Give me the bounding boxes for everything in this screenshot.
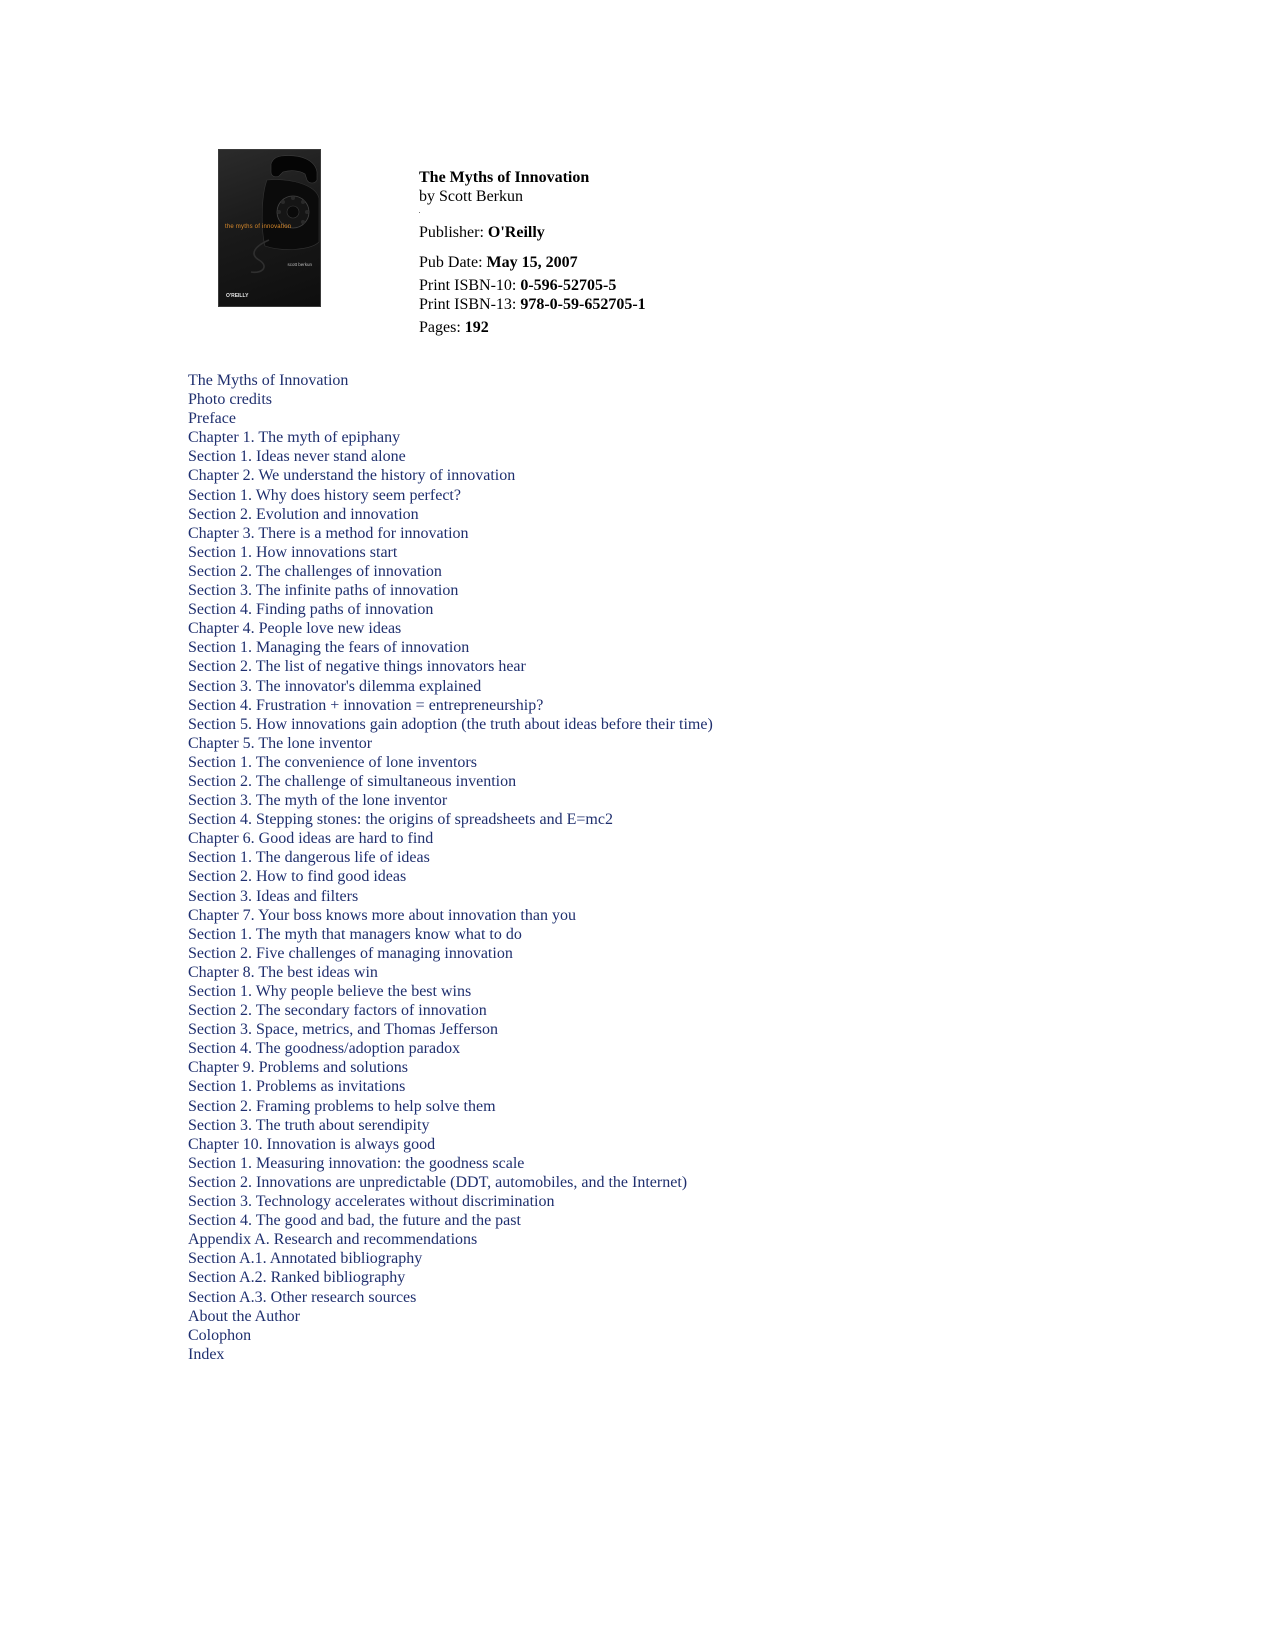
- toc-link[interactable]: Chapter 2. We understand the history of innovation: [188, 467, 516, 485]
- pub-date-value: May 15, 2007: [486, 254, 578, 271]
- toc-link[interactable]: Section 1. The dangerous life of ideas: [188, 849, 430, 867]
- isbn10-line: [419, 276, 646, 295]
- toc-link[interactable]: Chapter 5. The lone inventor: [188, 734, 373, 752]
- pub-date-label: Pub Date:: [419, 254, 483, 271]
- publisher-logo: O'REILLY: [226, 293, 249, 299]
- publisher-value: O'Reilly: [487, 224, 545, 241]
- toc-link[interactable]: Section 3. The truth about serendipity: [188, 1116, 430, 1134]
- pages-line: [419, 318, 646, 337]
- toc-entry: [188, 925, 713, 944]
- toc-link[interactable]: Section 1. Why people believe the best wins: [188, 983, 472, 1000]
- toc-link[interactable]: Section 1. Problems as invitations: [188, 1078, 406, 1096]
- separator-dot: [419, 206, 646, 218]
- toc-entry: [188, 543, 713, 562]
- toc-entry: [188, 715, 713, 734]
- toc-entry: [188, 1039, 713, 1058]
- toc-entry: [188, 657, 713, 676]
- toc-link[interactable]: Chapter 10. Innovation is always good: [188, 1135, 436, 1153]
- toc-link[interactable]: Colophon: [188, 1326, 252, 1344]
- toc-entry: [188, 600, 713, 619]
- toc-link[interactable]: Chapter 4. People love new ideas: [188, 620, 402, 638]
- toc-entry: [188, 428, 713, 447]
- toc-entry: [188, 581, 713, 600]
- table-of-contents: [188, 371, 713, 1364]
- toc-entry: [188, 466, 713, 485]
- toc-link[interactable]: Chapter 9. Problems and solutions: [188, 1059, 408, 1077]
- toc-entry: [188, 371, 713, 390]
- toc-entry: [188, 1345, 713, 1364]
- toc-link[interactable]: Chapter 7. Your boss knows more about innovation than you: [188, 906, 576, 924]
- book-cover-image: [218, 149, 321, 307]
- toc-entry: [188, 1020, 713, 1039]
- toc-entry: [188, 1154, 713, 1173]
- toc-link[interactable]: Section 1. Ideas never stand alone: [188, 448, 406, 466]
- toc-entry: [188, 1116, 713, 1135]
- toc-link[interactable]: Section A.1. Annotated bibliography: [188, 1250, 423, 1268]
- toc-entry: [188, 867, 713, 886]
- toc-entry: [188, 1192, 713, 1211]
- toc-link[interactable]: Section 2. The challenge of simultaneous invention: [188, 772, 517, 790]
- toc-link[interactable]: Chapter 3. There is a method for innovation: [188, 524, 469, 542]
- toc-link[interactable]: Section 3. Space, metrics, and Thomas Jefferson: [188, 1021, 498, 1039]
- isbn10-value: 0-596-52705-5: [520, 277, 617, 294]
- isbn13-value: 978-0-59-652705-1: [520, 296, 646, 313]
- isbn13-label: Print ISBN-13:: [419, 296, 517, 313]
- toc-link[interactable]: Section A.2. Ranked bibliography: [188, 1269, 406, 1287]
- book-title: The Myths of Innovation: [419, 169, 590, 186]
- toc-link[interactable]: Section 2. The secondary factors of innovation: [188, 1002, 487, 1020]
- toc-entry: [188, 1058, 713, 1077]
- toc-link[interactable]: Photo credits: [188, 391, 272, 409]
- cover-author-text: scott berkun: [287, 262, 312, 267]
- isbn13-line: [419, 295, 646, 314]
- isbn10-label: Print ISBN-10:: [419, 277, 517, 294]
- toc-entry: [188, 524, 713, 543]
- toc-link[interactable]: About the Author: [188, 1307, 300, 1325]
- toc-link[interactable]: Section 4. The goodness/adoption paradox: [188, 1040, 461, 1058]
- toc-entry: [188, 1001, 713, 1020]
- toc-link[interactable]: Preface: [188, 410, 236, 428]
- toc-link[interactable]: Chapter 8. The best ideas win: [188, 963, 378, 981]
- toc-link[interactable]: Appendix A. Research and recommendations: [188, 1231, 478, 1249]
- pub-date-line: [419, 253, 646, 272]
- toc-entry: [188, 810, 713, 829]
- toc-entry: [188, 1097, 713, 1116]
- toc-entry: [188, 619, 713, 638]
- toc-entry: [188, 848, 713, 867]
- toc-entry: [188, 753, 713, 772]
- toc-entry: [188, 447, 713, 466]
- toc-entry: [188, 1268, 713, 1287]
- toc-link[interactable]: Chapter 6. Good ideas are hard to find: [188, 830, 434, 848]
- toc-entry: [188, 734, 713, 753]
- toc-entry: [188, 829, 713, 848]
- toc-link[interactable]: Section A.3. Other research sources: [188, 1288, 417, 1306]
- toc-entry: [188, 1249, 713, 1268]
- toc-link[interactable]: Section 3. The innovator's dilemma explained: [188, 677, 482, 695]
- toc-link[interactable]: Section 1. Measuring innovation: the goodness scale: [188, 1154, 525, 1172]
- toc-link[interactable]: Section 2. Innovations are unpredictable (DDT, automobiles, and the Internet): [188, 1173, 688, 1191]
- toc-entry: [188, 505, 713, 524]
- toc-link[interactable]: Section 4. Frustration + innovation = entrepreneurship?: [188, 696, 544, 714]
- toc-entry: [188, 1077, 713, 1096]
- toc-link[interactable]: Chapter 1. The myth of epiphany: [188, 429, 401, 447]
- toc-entry: [188, 1211, 713, 1230]
- publisher-line: [419, 223, 646, 242]
- toc-entry: [188, 1307, 713, 1326]
- toc-link[interactable]: The Myths of Innovation: [188, 372, 349, 389]
- toc-entry: [188, 409, 713, 428]
- toc-entry: [188, 1173, 713, 1192]
- toc-entry: [188, 906, 713, 925]
- toc-link[interactable]: Section 2. Five challenges of managing innovation: [188, 944, 513, 962]
- toc-link[interactable]: Section 1. The convenience of lone inventors: [188, 753, 477, 771]
- toc-entry: [188, 696, 713, 715]
- toc-link[interactable]: Section 1. The myth that managers know what to do: [188, 925, 522, 943]
- toc-link[interactable]: Section 4. The good and bad, the future and the past: [188, 1212, 521, 1230]
- toc-entry: [188, 772, 713, 791]
- toc-link[interactable]: Section 3. Technology accelerates without discrimination: [188, 1193, 555, 1211]
- pages-value: 192: [464, 319, 489, 336]
- toc-link[interactable]: Section 2. Framing problems to help solve them: [188, 1097, 496, 1115]
- toc-link[interactable]: Section 5. How innovations gain adoption (the truth about ideas before their time): [188, 715, 713, 733]
- publisher-label: Publisher:: [419, 224, 484, 241]
- book-byline: by Scott Berkun: [419, 188, 523, 205]
- toc-entry: [188, 1288, 713, 1307]
- toc-entry: [188, 887, 713, 906]
- pages-label: Pages:: [419, 319, 461, 336]
- toc-entry: [188, 390, 713, 409]
- toc-link[interactable]: Section 2. Evolution and innovation: [188, 505, 419, 523]
- toc-entry: [188, 791, 713, 810]
- toc-entry: [188, 1135, 713, 1154]
- toc-entry: [188, 1230, 713, 1249]
- toc-entry: [188, 1326, 713, 1345]
- toc-entry: [188, 982, 713, 1001]
- toc-entry: [188, 944, 713, 963]
- toc-link[interactable]: Section 4. Stepping stones: the origins of spreadsheets and E=mc2: [188, 811, 613, 829]
- toc-link[interactable]: Section 1. Why does history seem perfect?: [188, 486, 461, 504]
- book-metadata: [419, 168, 646, 337]
- toc-link[interactable]: Section 3. Ideas and filters: [188, 887, 359, 905]
- toc-entry: [188, 677, 713, 696]
- toc-link[interactable]: Section 2. The challenges of innovation: [188, 562, 442, 580]
- cover-title-text: the myths of innovation: [225, 224, 292, 230]
- toc-link[interactable]: Section 3. The myth of the lone inventor: [188, 792, 448, 810]
- toc-entry: [188, 562, 713, 581]
- toc-link[interactable]: Section 2. The list of negative things innovators hear: [188, 658, 526, 676]
- toc-link[interactable]: Index: [188, 1345, 225, 1363]
- toc-link[interactable]: Section 4. Finding paths of innovation: [188, 601, 434, 619]
- toc-entry: [188, 963, 713, 982]
- toc-link[interactable]: Section 1. How innovations start: [188, 543, 398, 561]
- toc-link[interactable]: Section 2. How to find good ideas: [188, 868, 407, 886]
- toc-entry: [188, 638, 713, 657]
- toc-link[interactable]: Section 3. The infinite paths of innovation: [188, 582, 459, 600]
- toc-entry: [188, 486, 713, 505]
- toc-link[interactable]: Section 1. Managing the fears of innovation: [188, 639, 470, 657]
